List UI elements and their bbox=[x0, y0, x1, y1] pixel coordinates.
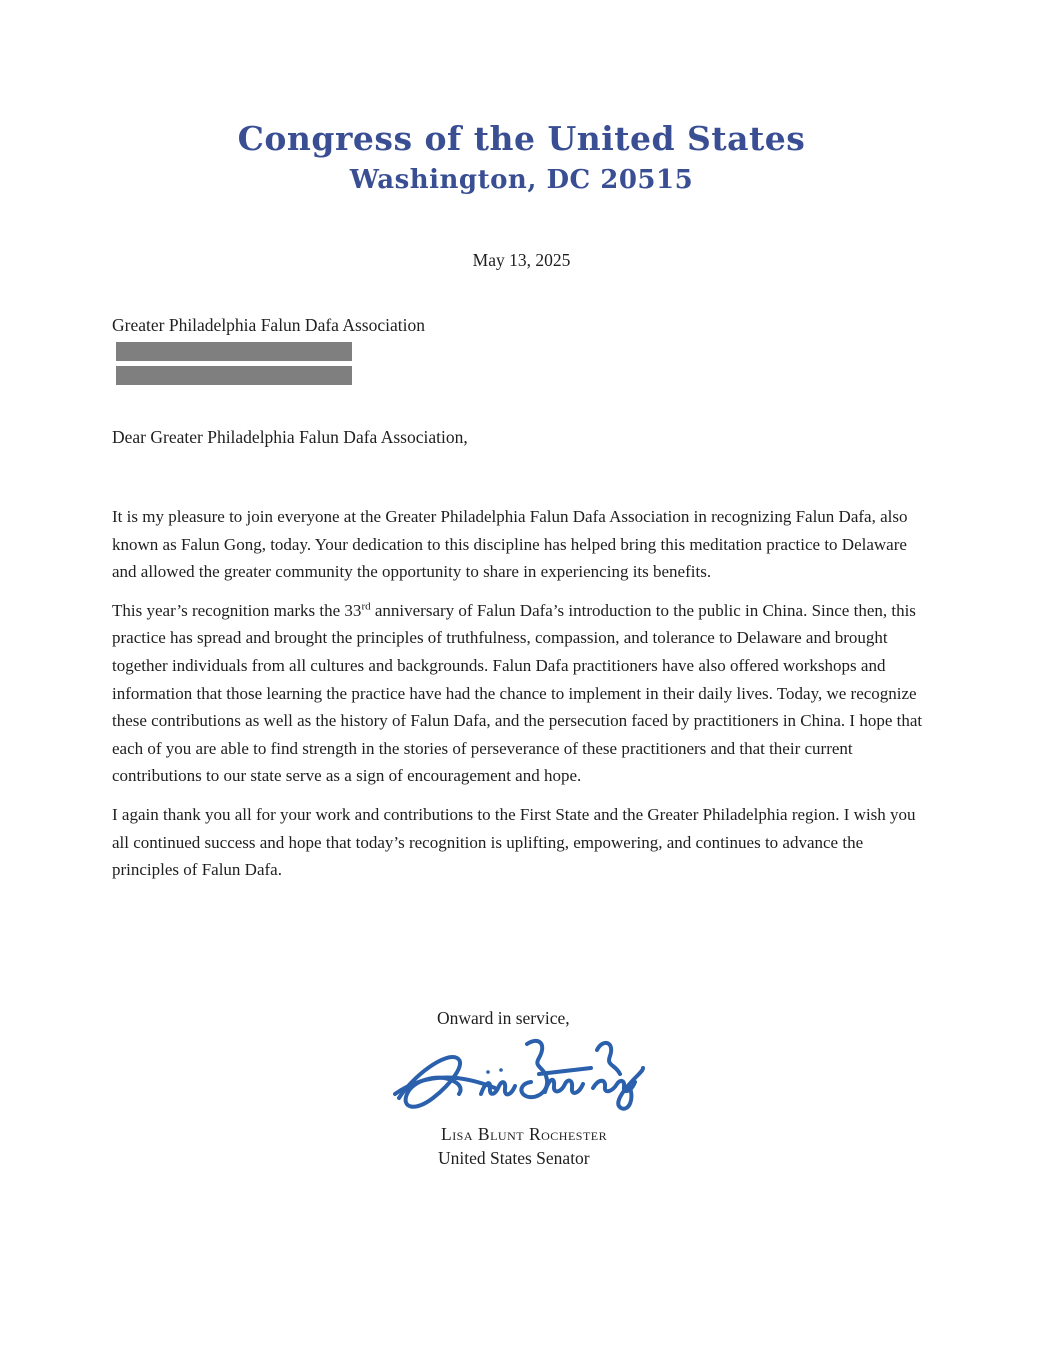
signature-stroke-r-loop bbox=[597, 1043, 620, 1074]
anniversary-ordinal-superscript: rd bbox=[361, 600, 371, 613]
signature-stroke-t-cross bbox=[539, 1068, 591, 1074]
letter-body bbox=[112, 503, 930, 895]
paragraph-2-text-after: anniversary of Falun Dafa’s introduction to the public in China. Since then, this practice has spread and brought the principles of truthfulness, compassion, and tolerance to Delaware and brought together individuals from all cultures and backgrounds. Falun Dafa practitioners have also offered workshops and information that those learning the practice have had the chance to implement in their daily lives. Today, we recognize these contributions as well as the history of Falun Dafa, and the persecution faced by practitioners in China. I hope that each of you are able to find strength in the stories of perseverance of these practitioners and that their current contributions to our state serve as a sign of encouragement and hope. bbox=[112, 600, 923, 786]
recipient-name: Greater Philadelphia Falun Dafa Association bbox=[112, 315, 425, 335]
signature-stroke-isa bbox=[481, 1082, 515, 1094]
body-paragraph-2 bbox=[112, 597, 930, 790]
valediction: Onward in service, bbox=[437, 1008, 570, 1028]
signature-handwriting bbox=[393, 1036, 645, 1124]
redaction-bar-address-line-1 bbox=[116, 342, 352, 361]
letterhead-washington-line: Washington, DC 20515 bbox=[349, 165, 694, 195]
signature-stroke-lunt bbox=[545, 1080, 583, 1093]
signature-i-dot-2 bbox=[499, 1068, 503, 1072]
signature-i-dot-1 bbox=[486, 1070, 490, 1074]
letterhead-congress-line: Congress of the United States bbox=[237, 119, 806, 158]
body-paragraph-1: It is my pleasure to join everyone at the Greater Philadelphia Falun Dafa Association in recognizing Falun Dafa, also known as Falun Gong, today. Your dedication to this discipline has helped bring this meditation practice to Delaware and allowed the greater community the opportunity to share in experiencing its benefits. bbox=[112, 507, 908, 582]
body-paragraph-3: I again thank you all for your work and contributions to the First State and the Greater Philadelphia region. I wish you all continued success and hope that today’s recognition is uplifting, empowering, and continues to advance the principles of Falun Dafa. bbox=[112, 804, 916, 880]
signature-stroke-b-loop bbox=[521, 1041, 547, 1097]
paragraph-2-text-before: This year’s recognition marks the 33 bbox=[112, 600, 362, 620]
printed-name: Lisa Blunt Rochester bbox=[441, 1124, 608, 1144]
redaction-bar-address-line-2 bbox=[116, 366, 352, 385]
signature-stroke-initial-loop bbox=[399, 1057, 461, 1107]
salutation: Dear Greater Philadelphia Falun Dafa Association, bbox=[112, 427, 468, 447]
senator-title: United States Senator bbox=[438, 1148, 590, 1168]
letterhead bbox=[0, 116, 1043, 196]
letter-date: May 13, 2025 bbox=[472, 250, 571, 270]
